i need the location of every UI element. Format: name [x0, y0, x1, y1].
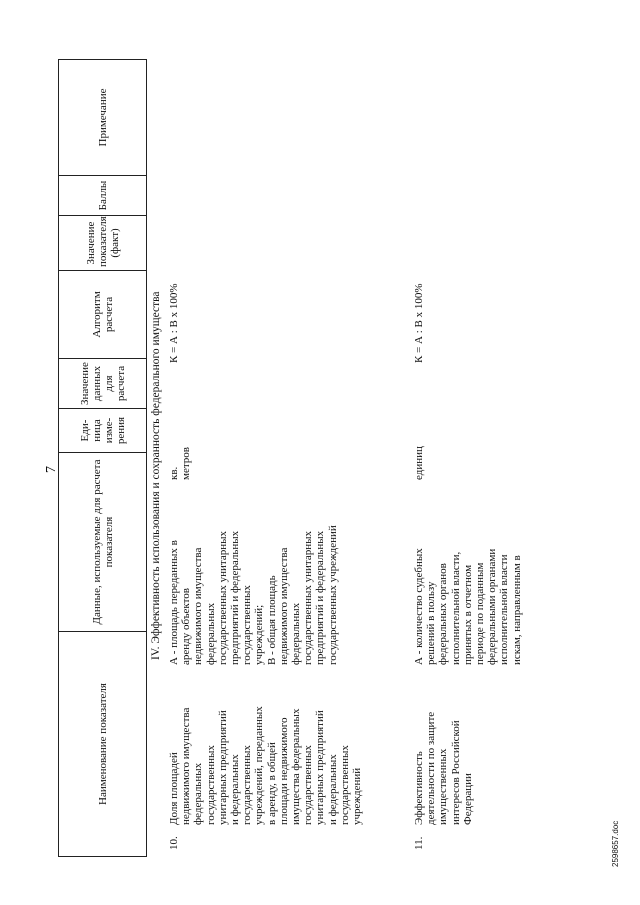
row-unit: кв. метров	[168, 447, 193, 480]
header-data-value: Значение данных для расчета	[59, 359, 147, 409]
indicator-table-header	[58, 59, 147, 857]
row-unit: единиц	[413, 446, 425, 480]
row-data-used: А - площадь переданных в аренду объектов недвижимого имущества федеральных государственных унитарных предприятий и федеральных государственных учреждений; В - общая площадь недвижимого имущества федеральных государственных унитарных предприятий и федеральных государственных учреждений	[168, 525, 339, 665]
header-unit: Еди- ница изме- рения	[59, 409, 147, 453]
row-indicator-name: Эффективность деятельности по защите имущественных интересов Российской Федерации	[413, 711, 474, 825]
header-data-used: Данные, используемые для расчета показателя	[59, 453, 147, 632]
row-indicator-name: Доля площадей недвижимого имущества федеральных государственных унитарных предприятий и федеральных государственных учреждений, переданных в аренду, в общей площади недвижимого имущества федеральных государственных унитарных предприятий и федеральных государственных учреждений	[168, 706, 364, 825]
section-title: IV. Эффективность использования и сохранность федерального имущества	[150, 291, 162, 660]
header-points: Баллы	[59, 176, 147, 216]
document-id: 2598657.doc	[611, 820, 620, 867]
header-indicator-value: Значение показателя (факт)	[59, 216, 147, 271]
row-number: 11.	[413, 836, 425, 850]
row-algorithm: К = А : В х 100%	[413, 283, 425, 363]
page-number: 7	[44, 466, 59, 473]
header-note: Примечание	[59, 60, 147, 176]
row-algorithm: К = А : В х 100%	[168, 283, 180, 363]
header-algorithm: Алгоритм расчета	[59, 271, 147, 359]
row-data-used: А - количество судебных решений в пользу федеральных органов исполнительной власти, принятых в отчетном периоде по поданным федеральными органами исполнительной власти искам, направленным в	[413, 548, 523, 665]
header-indicator-name: Наименование показателя	[59, 632, 147, 857]
row-number: 10.	[168, 836, 180, 850]
